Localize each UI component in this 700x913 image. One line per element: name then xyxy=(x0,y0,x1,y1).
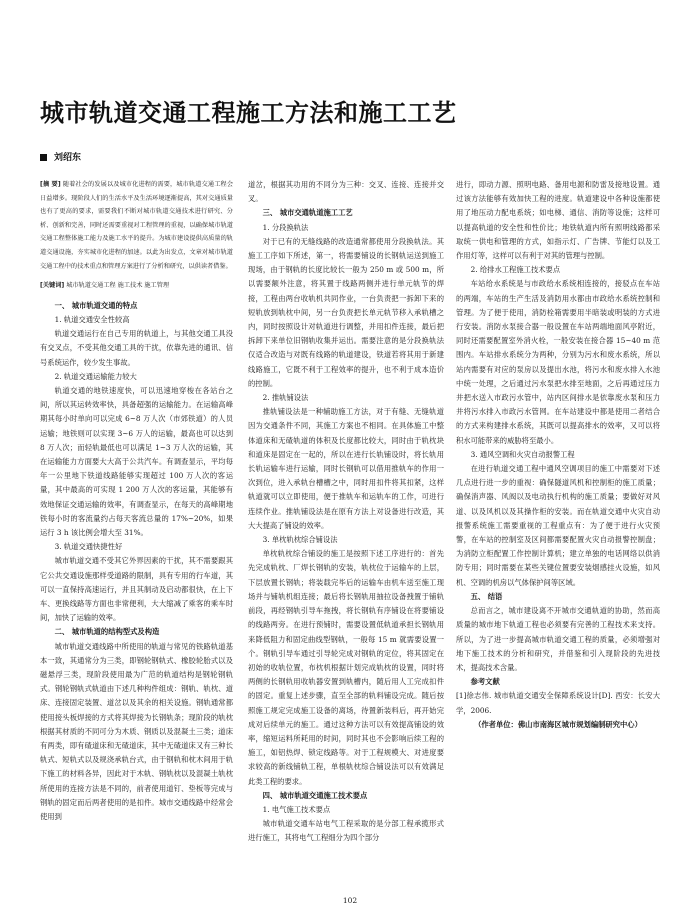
keywords-label: [关键词] xyxy=(40,282,65,290)
column-1 xyxy=(40,178,233,824)
subsection-heading: 1. 电气施工技术要点 xyxy=(262,804,331,814)
column-3 xyxy=(456,178,660,732)
article-title: 城市轨道交通工程施工方法和施工工艺 xyxy=(40,99,457,127)
author-name: 刘绍东 xyxy=(54,153,82,163)
page-number: 102 xyxy=(342,896,358,905)
subsection-heading: 2. 推轨铺设法 xyxy=(262,393,309,403)
subsection-heading: 3. 通风空调和火灾自动报警工程 xyxy=(470,449,575,459)
section-heading: 一、 城市轨道交通的特点 xyxy=(54,300,138,310)
paragraph: 城市轨道交通不受其它外界因素的干扰，其不需要跟其它公共交通设施那样受道路的限制，具有专用的行车道，其可以一直保持高速运行，并且其制动及启动都很快，在上下车、更换线路等方面也非常便利，大大缩减了乘客的乘车时间，加快了运输的效率。 xyxy=(40,556,233,623)
paragraph: 单枕轨枕综合铺设的施工是按照下述工序进行的：首先先完成轨枕、厂焊长钢轨的安装，轨枕位于运输车的上层，下层放置长钢轨；将装载完毕后的运输车由机车送至施工现场并与铺轨机组连接；最后将长钢轨用抽拉设备拽置于铺轨前段，再经钢轨引导车拖拽，将长钢轨有序铺设在将要铺设的线路两旁。在进行预铺时，需要设置低轨道承担长钢轨用来降低阻力和固定曲线型钢轨，一般每 15 m 就需要设置一个。钢轨引导车通过引导轮完成对钢轨的定位，将其固定在初始的收轨位置，布枕机根据计划完成轨枕的设置，同时将两侧的长钢轨用收轨器安置到轨槽内，随后用人工完成扣件的固定。重复上述步骤，直至全部的轨料铺设完成。随后按照施工规定完成施工设备的离场，待置新装料后，再开始完成对后续单元的施工。通过这种方法可以有效提高铺设的效率，缩短运料所耗用的时间，同时其也不会影响后续工程的施工，如铝热焊、锁定线路等。对于工程规模大、对进度要求较高的新线铺轨工程，单根轨枕综合铺设法可以有效满足此类工程的要求。 xyxy=(248,549,444,786)
abstract xyxy=(40,178,233,273)
section-heading: 三、 城市交通轨道施工工艺 xyxy=(262,208,353,218)
author-affiliation: （作者单位：佛山市南海区城市规划编制研究中心） xyxy=(474,719,642,729)
references-heading: 参考文献 xyxy=(470,677,500,687)
section-heading: 二、 城市轨道的结构型式及构造 xyxy=(54,627,160,637)
author-line xyxy=(40,150,81,163)
paragraph: 在进行轨道交通工程中通风空调项目的施工中需要对下述几点进行进一步的重视：确保隧道风机和控制柜的施工质量；确保消声器、风阀以及电动执行机构的施工质量；要做好对风道、以及风机以及其操作柜的安装。而在轨道交通中火灾自动报警系统施工需要重视的工程重点有：为了便于进行火灾预警，在车站的控制室及区间都需要配置火灾自动报警控制盘；为消防立柜配置工作控制计算机；建立单独的电话网络以供消防专用；同时需要在某些关键位置要安装烟感挂火设施，如风机、空调的机房以气体保护间等区域。 xyxy=(456,464,660,587)
subsection-heading: 3. 轨道交通快捷性好 xyxy=(54,542,123,552)
paragraph: 进行，即动力源、照明电路、备用电源和防雷及接地设置。通过该方法能够有效加快工程的进度。轨道建设中各种设施都使用了地压动力配电系统；如电梯、通信、消防等设施；这样可以提高轨道的安全性和性价比；地铁轨道内所有照明线路都采取统一供电和管理的方式，如指示灯、广告牌、节能灯以及工作用灯等，这样可以有利于对其的管理与控制。 xyxy=(456,180,660,261)
paragraph: 城市轨道交通线路中所使用的轨道与常见的铁路轨道基本一致，其通常分为三类，即钢轮钢轨式、橡胶轮胎式以及磁悬浮三类，现阶段使用最为广范的轨道结构是钢轮钢轨式。钢轮钢轨式轨道由下述几种构件组成：钢轨、轨枕、道床、连接固定装置、道岔以及其余的相关设施。钢轨通常都使用接头板焊接的方式将其焊接为长钢轨条；现阶段的轨枕根据其材质的不同可分为木质、钢质以及混凝土三类；道床有两类，即有碴道床和无碴道床，其中无碴道床又有三种长轨式、短轨式以及规浇承轨台式，由于钢轨和枕木间用于轨下施工的材料各异，因此对于木轨、钢轨枕以及混凝土轨枕所使用的连接方法是不同的，前者使用道钉、垫板等完成与钢轨的固定而后两者使用的是扣件。城市交通线路中经常会使用到 xyxy=(40,641,233,822)
abstract-text: 随着社会的发展以及城市化进程的需要，城市轨道交通工程会日益增多。现阶段人们的生活水平及生活环境逐渐提高，其对交通质量也有了更高的要求，需要我们不断对城市轨道交通技术进行研究、分析、创新和完善，同时还需要重视对工程管理的重视，以确保城市轨道交通工程整体施工能力及施工水平的提升。为城市建设提供高质量的轨道交通设施，夯实城市化进程的加速。以此为出发点，文章对城市轨道交通工程中的技术重点和管理方案进行了分析和研究，以供读者借鉴。 xyxy=(40,181,234,270)
paragraph: 轨道交通运行在自己专用的轨道上，与其他交通工具没有交叉点，不受其他交通工具的干扰，依靠先进的通讯、信号系统运作，较少发生事故。 xyxy=(40,329,233,367)
subsection-heading: 2. 给排水工程施工技术要点 xyxy=(470,265,561,275)
subsection-heading: 2. 轨道交通运输能力较大 xyxy=(54,371,137,381)
keywords xyxy=(40,279,233,293)
keywords-text: 城市轨道交通工程 施工技术 施工管理 xyxy=(66,282,170,290)
paragraph: 推轨铺设法是一种辅助施工方法，对于有缝、无缝轨道因为交通条件不同，其施工方案也不相同。在具体施工中整体道床和无碴轨道的体积及长度都比较大，同时由于轨枕块和道床是固定在一起的，所以在进行长轨铺设时，将长轨用长轨运输车进行运输，同时长钢轨可以借用推轨车的作用一次到位，进入承轨台槽槽之中，同时用扣件将其扣紧，这样轨道就可以立即使用，便于推轨车和运轨车的工作，可进行连续作业。推轨铺设法是在原有方法上对设备进行改造，其大大提高了铺设的效率。 xyxy=(248,407,444,530)
abstract-label: [摘 要] xyxy=(40,181,61,188)
column-2 xyxy=(248,178,444,846)
paragraph: 总而言之，城市建设离不开城市交通轨道的协助，然而高质量的城市地下轨道工程也必须要有完善的工程技术来支持。所以，为了进一步提高城市轨道交通工程的质量，必须增强对地下施工技术的分析和研究，并借鉴和引入现阶段的先进技术，提高技术含量。 xyxy=(456,606,660,672)
paragraph: 轨道交通的地铁速度快，可以迅速地穿梭在各站台之间，所以其运转效率快，具备超强的运输能力。在运输高峰期其每小时单向可以完成 6~8 万人次（市郊铁道）的人员运输；地铁则可以实现 3~6 万人的运输，最高也可以达到 8 万人次；而轻轨最低也可以满足 1~3 万人次的运输，其在运输能力方面要大大高于公共汽车。有调查显示，平均每年一公里地下铁道线路能够实现超过 100 万人次的客运量，其中最高的可实现 1 200 万人次的客运量，其能够有效地保证交通运输的效率，有调查显示，在每天的高峰期地铁每小时的客流量约占每天客流总量的 17%~20%，如果运行 3 h 该比例会增大至 31%。 xyxy=(40,385,233,537)
paragraph: 城市轨道交通车站电气工程采取的是分部工程承揽形式进行施工，其将电气工程细分为四个部分 xyxy=(248,819,444,843)
paragraph: 对于已有的无缝线路的改造通常都使用分段换轨法。其施工工序如下所述，第一，将需要铺设的长钢轨运送到施工现场，由于钢轨的长度比较长一般为 250 m 或 500 m，所以需要额外注意，将其置于线路两侧并进行单元轨节的焊接，工程由两台收轨机共同作业，一台负责把一拆卸下来的短轨放到轨枕中间，另一台负责把长单元轨节移入承轨槽之内，同时按照设计对轨道进行调整，并用扣件连接，最后把拆卸下来单位旧钢轨收集并运出。需要注意的是分段换轨法仅适合改造与对既有线路的轨道建设，铁道若将其用于新建线路施工，它既不利于工程效率的提升，也不利于成本造价的控制。 xyxy=(248,236,444,388)
subsection-heading: 1. 轨道交通安全性较高 xyxy=(54,314,130,324)
subsection-heading: 1. 分段换轨法 xyxy=(262,222,309,232)
section-heading: 四、 城市轨道交通施工技术要点 xyxy=(262,790,368,800)
reference-item: [1]徐志伟. 城市轨道交通安全保障系统设计[D]. 西安：长安大学，2006. xyxy=(456,691,660,715)
section-heading: 五、 结语 xyxy=(470,591,503,601)
subsection-heading: 3. 单枕轨枕综合铺设法 xyxy=(262,535,338,545)
paragraph: 车站给水系统是与市政给水系统相连接的，接驳点在车站的两端，车站的生产生活及消防用水都由市政给水系统控制和管理。为了便于使用，消防栓箱需要用半暗装或明装的方式进行安装。消防水泵接合器一般设置在车站两端地面风亭附近，同时还需要配置室外消火栓，一般安装在接合器 15~40 m 范围内。车站排水系统分为两种，分别为污水和废水系统，所以站内需要有对应的泵房以及提出水池，将污水和废水排入水池中统一处理，之后通过污水泵把水排至地面，之后再通过压力井把水送入市政污水管中，站内区间排水是依靠废水泵和压力井将污水排入市政污水管网。在车站建设中都是使用二者结合的方式来构建排水系统，其既可以提高排水的效率，又可以将积水可能带来的威胁将至最小。 xyxy=(456,279,660,445)
square-bullet-icon xyxy=(40,154,47,161)
paragraph: 道岔，根据其功用的不同分为三种：交叉、连接、连接并交叉。 xyxy=(248,180,444,204)
